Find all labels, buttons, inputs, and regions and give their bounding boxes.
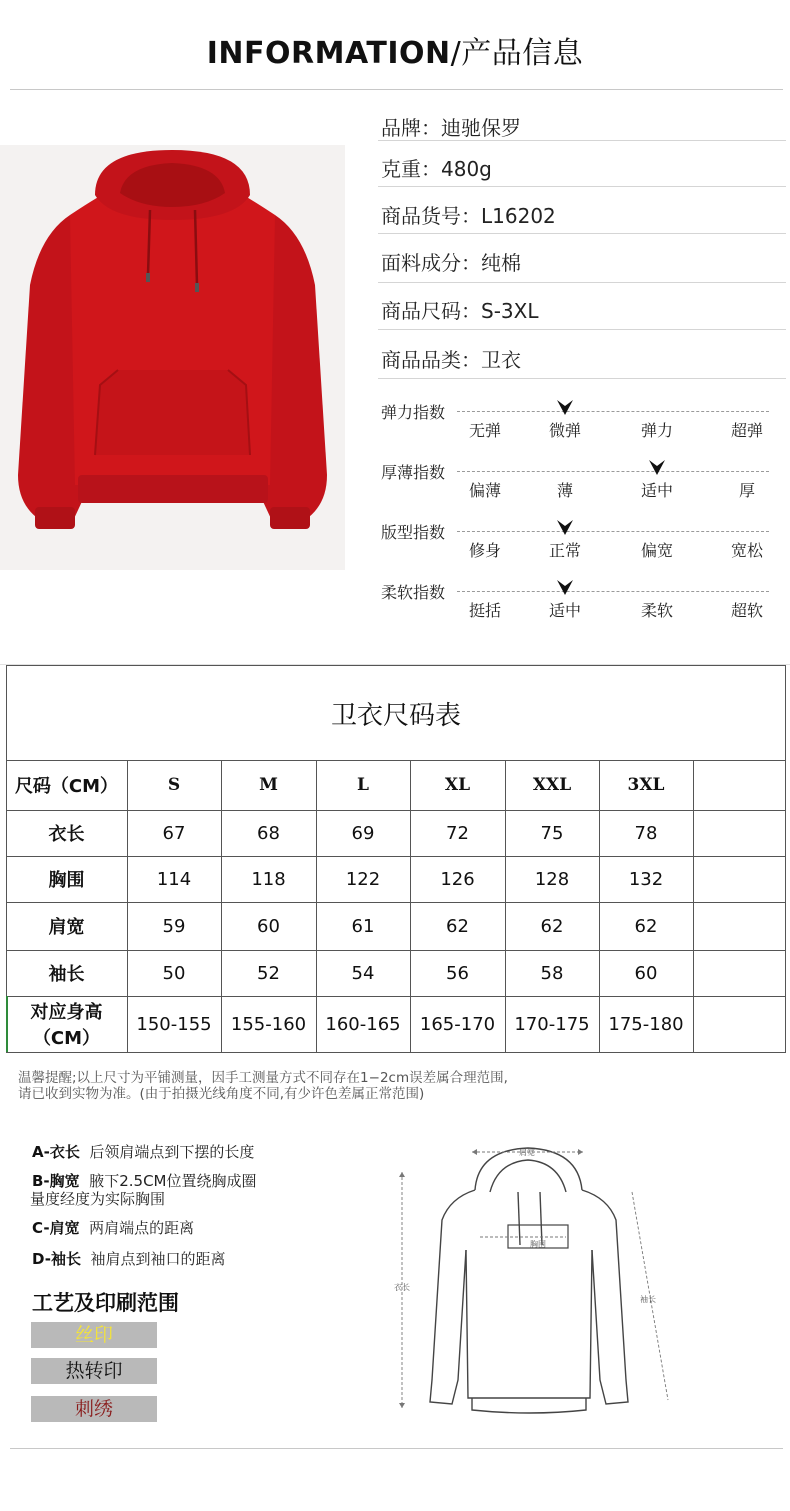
spec-divider <box>378 233 786 234</box>
craft-label: 热转印 <box>65 1360 123 1382</box>
table-cell: 50 <box>162 962 186 984</box>
table-cell: 62 <box>634 915 658 937</box>
size-header-cell: S <box>167 775 181 795</box>
table-cell: 114 <box>156 868 192 890</box>
table-cell: 52 <box>257 962 280 984</box>
spec-divider <box>378 186 786 187</box>
index-option: 无弹 <box>468 421 501 440</box>
table-cell <box>693 856 786 902</box>
table-cell: 59 <box>162 915 186 937</box>
table-cell: 67 <box>162 822 186 844</box>
index-option: 偏宽 <box>640 541 673 560</box>
table-cell <box>693 996 786 1052</box>
row-label-line1: 对应身高 <box>30 1002 103 1023</box>
measurement-note-line2: 请已收到实物为准。(由于拍摄光线角度不同,有少许色差属正常范围) <box>18 1086 425 1102</box>
table-cell: 61 <box>351 915 375 937</box>
definition-key: A-衣长 <box>32 1143 80 1161</box>
hoodie-outline-diagram-icon <box>380 1130 680 1435</box>
table-cell: 150-155 <box>136 1013 212 1035</box>
measurement-note-line1: 温馨提醒;以上尺寸为平铺测量，因手工测量方式不同存在1−2cm误差属合理范围, <box>18 1070 508 1086</box>
spec-divider <box>378 378 786 379</box>
craft-title: 工艺及印刷范围 <box>32 1291 179 1315</box>
index-option: 厚 <box>738 481 755 500</box>
size-header-cell: XXL <box>532 775 572 795</box>
size-header-cell <box>693 760 786 810</box>
table-cell <box>693 810 786 856</box>
selected-arrow-icon <box>648 458 666 476</box>
spec-fabric: 面料成分：纯棉 <box>381 251 521 275</box>
spec-size-range: 商品尺码：S-3XL <box>381 299 539 323</box>
definition-text: 后领肩端点到下摆的长度 <box>89 1143 255 1161</box>
spec-divider <box>378 140 786 141</box>
index-option: 薄 <box>556 481 573 500</box>
size-header-cell: M <box>259 775 278 795</box>
spec-weight: 克重：480g <box>381 157 492 181</box>
table-cell: 56 <box>446 962 469 984</box>
craft-embroidery <box>31 1396 157 1422</box>
selected-arrow-icon <box>556 398 574 416</box>
definition-key: D-袖长 <box>32 1250 81 1268</box>
row-label: 肩宽 <box>48 917 85 938</box>
spec-brand: 品牌：迪驰保罗 <box>381 116 521 140</box>
table-cell: 128 <box>534 868 570 890</box>
definition-length <box>32 1141 254 1162</box>
selected-arrow-icon <box>556 518 574 536</box>
definition-shoulder <box>32 1217 194 1238</box>
craft-silk-screen <box>31 1322 157 1348</box>
index-label: 柔软指数 <box>381 583 446 602</box>
craft-heat-transfer <box>31 1358 157 1384</box>
table-cell: 165-170 <box>419 1013 496 1035</box>
spec-item-number: 商品货号：L16202 <box>381 204 556 228</box>
spec-category: 商品品类：卫衣 <box>381 348 521 372</box>
page-title-cn: /产品信息 <box>450 36 584 71</box>
craft-label: 丝印 <box>74 1324 113 1346</box>
size-header-cell: XL <box>444 775 471 795</box>
table-cell: 75 <box>540 822 564 844</box>
table-cell <box>693 950 786 996</box>
diagram-label-length: 衣长 <box>394 1283 410 1292</box>
index-option: 微弹 <box>548 421 581 440</box>
table-cell: 118 <box>251 868 286 890</box>
index-option: 适中 <box>548 601 581 620</box>
index-scale-line <box>457 411 769 412</box>
index-option: 柔软 <box>640 601 673 620</box>
table-cell: 54 <box>351 962 375 984</box>
size-header-cell: 3XL <box>627 775 665 795</box>
table-cell: 68 <box>257 822 280 844</box>
index-label: 版型指数 <box>381 523 446 542</box>
index-label: 厚薄指数 <box>381 463 446 482</box>
table-cell: 69 <box>351 822 375 844</box>
index-option: 偏薄 <box>468 481 501 500</box>
table-cell: 58 <box>540 962 564 984</box>
size-header-cell: L <box>357 775 369 795</box>
table-cell: 160-165 <box>325 1013 401 1035</box>
index-option: 适中 <box>640 481 673 500</box>
table-cell: 175-180 <box>608 1013 684 1035</box>
row-label: 衣长 <box>48 824 85 845</box>
index-option: 正常 <box>548 541 581 560</box>
table-cell: 170-175 <box>514 1013 590 1035</box>
row-label: 胸围 <box>48 870 85 891</box>
row-label <box>6 996 127 1052</box>
index-option: 超弹 <box>730 421 763 440</box>
table-cell: 132 <box>628 868 664 890</box>
index-scale-line <box>457 471 769 472</box>
definition-text: 腋下2.5CM位置绕胸成圈 <box>89 1172 257 1190</box>
spec-divider <box>378 329 786 330</box>
definition-text: 袖肩点到袖口的距离 <box>90 1250 226 1268</box>
diagram-label-chest: 胸围 <box>530 1240 546 1249</box>
definition-sleeve <box>32 1248 226 1269</box>
selected-arrow-icon <box>556 578 574 596</box>
row-label-line2: （CM） <box>32 1028 101 1049</box>
footer-divider <box>10 1448 783 1449</box>
index-option: 弹力 <box>640 421 673 440</box>
definition-key: C-肩宽 <box>32 1219 80 1237</box>
index-scale-line <box>457 531 769 532</box>
size-table-title: 卫衣尺码表 <box>330 701 461 731</box>
index-scale-line <box>457 591 769 592</box>
table-cell: 78 <box>634 822 658 844</box>
table-cell: 60 <box>257 915 280 937</box>
craft-label: 刺绣 <box>74 1398 113 1420</box>
table-cell <box>693 902 786 950</box>
definition-text: 两肩端点的距离 <box>89 1219 195 1237</box>
index-option: 超软 <box>730 601 763 620</box>
table-cell: 155-160 <box>230 1013 307 1035</box>
table-cell: 122 <box>345 868 381 890</box>
table-cell: 72 <box>446 822 469 844</box>
header-divider <box>10 89 783 90</box>
index-label: 弹力指数 <box>381 403 446 422</box>
size-header-label: 尺码（CM） <box>14 776 119 797</box>
definition-chest-line2: 量度经度为实际胸围 <box>30 1190 166 1208</box>
page-title <box>0 28 790 72</box>
table-cell: 60 <box>634 962 658 984</box>
red-hoodie-photo-icon <box>0 145 345 570</box>
page-title-en: INFORMATION <box>206 36 451 71</box>
diagram-label-sleeve: 袖长 <box>640 1295 656 1304</box>
diagram-label-shoulder: 肩宽 <box>519 1148 535 1157</box>
spec-divider <box>378 282 786 283</box>
definition-key: B-胸宽 <box>32 1172 80 1190</box>
row-label: 袖长 <box>48 964 85 985</box>
table-cell: 126 <box>440 868 475 890</box>
index-option: 挺括 <box>468 601 501 620</box>
index-option: 修身 <box>468 541 501 560</box>
table-cell: 62 <box>446 915 469 937</box>
index-option: 宽松 <box>730 541 763 560</box>
table-cell: 62 <box>540 915 564 937</box>
